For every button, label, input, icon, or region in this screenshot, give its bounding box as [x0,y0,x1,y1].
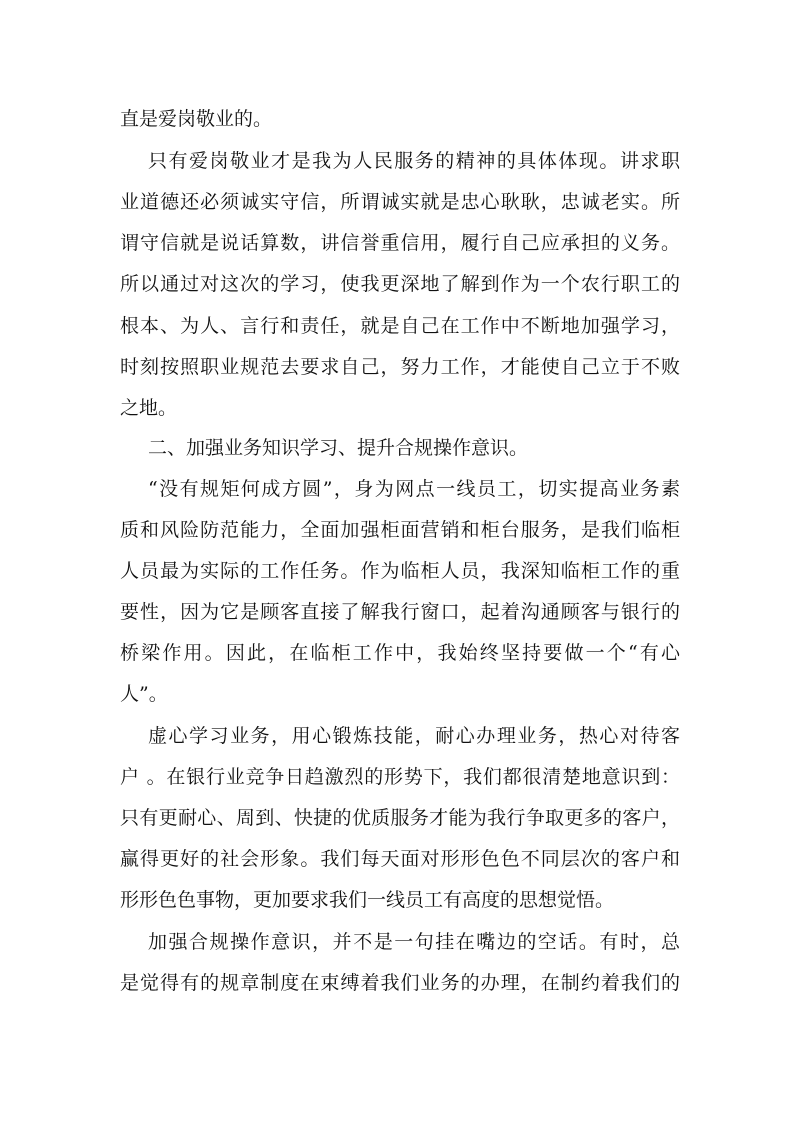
paragraph-first-line: “没有规矩何成方圆”，身为网点一线员工，切实提高业务素 [148,478,680,500]
section-heading: 二、加强业务知识学习、提升合规操作意识。 [148,437,529,459]
paragraph-first-line: 虚心学习业务，用心锻炼技能，耐心办理业务，热心对待客 [148,725,680,747]
text-line: 直是爱岗敬业的。 [120,108,273,130]
text-line: 所以通过对这次的学习，使我更深地了解到作为一个农行职工的 [120,273,680,295]
paragraph-first-line: 只有爱岗敬业才是我为人民服务的精神的具体体现。讲求职 [148,150,680,172]
text-line: 质和风险防范能力，全面加强柜面营销和柜台服务，是我们临柜 [120,519,680,541]
text-line: 谓守信就是说话算数，讲信誉重信用，履行自己应承担的义务。 [120,232,680,254]
text-line: 赢得更好的社会形象。我们每天面对形形色色不同层次的客户和 [120,848,680,870]
text-line: 根本、为人、言行和责任，就是自己在工作中不断地加强学习， [120,315,680,337]
text-line: 只有更耐心、周到、快捷的优质服务才能为我行争取更多的客户， [120,807,680,829]
paragraph-first-line: 加强合规操作意识，并不是一句挂在嘴边的空话。有时，总 [148,931,680,953]
text-line: 人员最为实际的工作任务。作为临柜人员，我深知临柜工作的重 [120,560,680,582]
text-line: 户 。在银行业竞争日趋激烈的形势下，我们都很清楚地意识到： [120,766,680,788]
text-line: 桥梁作用。因此，在临柜工作中，我始终坚持要做一个“有心 [120,642,680,664]
text-line: 是觉得有的规章制度在束缚着我们业务的办理，在制约着我们的 [120,972,680,994]
text-line: 人”。 [120,683,168,705]
text-line: 业道德还必须诚实守信，所谓诚实就是忠心耿耿，忠诚老实。所 [120,191,680,213]
text-line: 形形色色事物，更加要求我们一线员工有高度的思想觉悟。 [120,889,615,911]
text-line: 之地。 [120,397,178,419]
text-line: 要性，因为它是顾客直接了解我行窗口，起着沟通顾客与银行的 [120,601,680,623]
text-line: 时刻按照职业规范去要求自己，努力工作，才能使自己立于不败 [120,356,680,378]
